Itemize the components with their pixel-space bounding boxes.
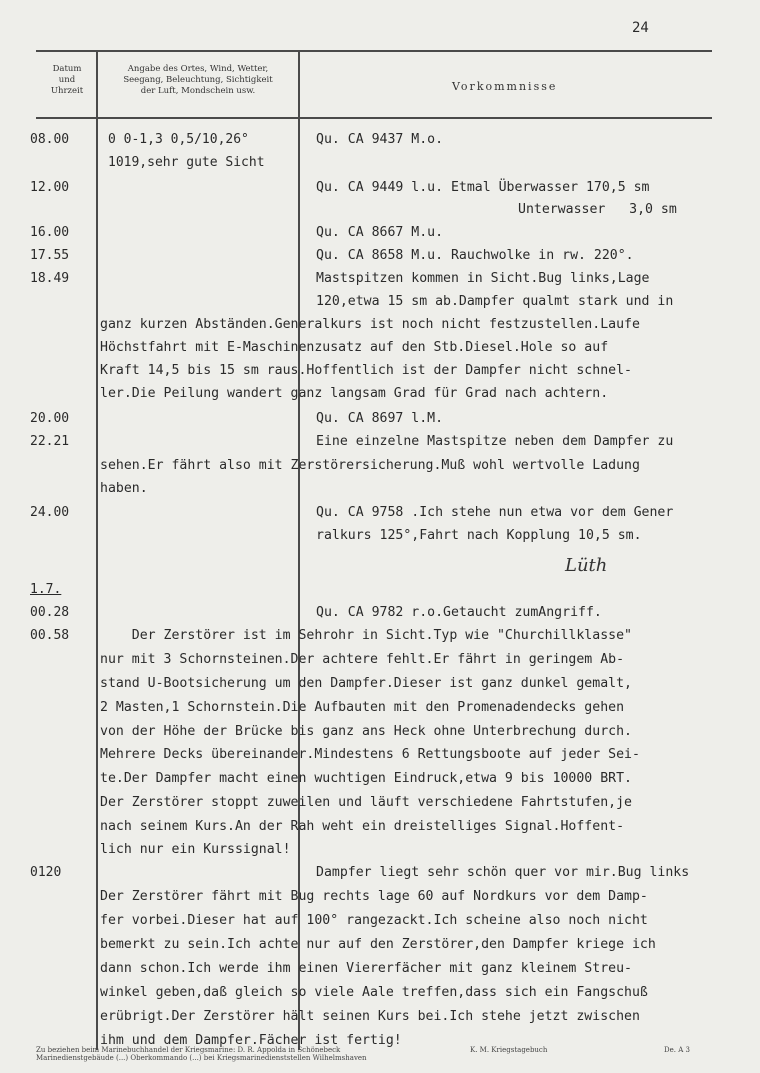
text-line: Kraft 14,5 bis 15 sm raus.Hoffentlich ist der Dampfer nicht schnel- [100, 363, 632, 378]
text-line: haben. [100, 481, 148, 496]
place-line-1: 0 0-1,3 0,5/10,26° [108, 132, 249, 147]
text-line: Qu. CA 9437 M.o. [316, 132, 444, 147]
text-line: Qu. CA 8658 M.u. Rauchwolke in rw. 220°. [316, 248, 634, 263]
time-entry: 16.00 [30, 225, 70, 240]
footer-mid: K. M. Kriegstagebuch [470, 1046, 548, 1054]
page-number: 24 [632, 20, 649, 36]
signature: Lüth [565, 555, 608, 576]
text-line: winkel geben,daß gleich so viele Aale treffen,dass sich ein Fangschuß [100, 985, 648, 1000]
time-entry: 08.00 [30, 132, 70, 147]
text-line: lich nur ein Kurssignal! [100, 842, 291, 857]
time-entry: 00.28 [30, 605, 70, 620]
text-line: Qu. CA 9782 r.o.Getaucht zumAngriff. [316, 605, 602, 620]
text-line: nur mit 3 Schornsteinen.Der achtere fehlt.Er fährt in geringem Ab- [100, 652, 625, 667]
time-entry: 20.00 [30, 411, 70, 426]
text-line: ganz kurzen Abständen.Generalkurs ist noch nicht festzustellen.Laufe [100, 317, 640, 332]
text-line: sehen.Er fährt also mit Zerstörersicherung.Muß wohl wertvolle Ladung [100, 458, 640, 473]
time-entry: 24.00 [30, 505, 70, 520]
text-line: te.Der Dampfer macht einen wuchtigen Eindruck,etwa 9 bis 10000 BRT. [100, 771, 632, 786]
time-entry: 0120 [30, 865, 62, 880]
header-date-time: Datum und Uhrzeit [50, 64, 84, 96]
text-line: Der Zerstörer stoppt zuweilen und läuft verschiedene Fahrtstufen,je [100, 795, 632, 810]
footer-right: De. A 3 [664, 1046, 690, 1054]
text-line: Unterwasser 3,0 sm [518, 202, 677, 217]
text-line: Mehrere Decks übereinander.Mindestens 6 Rettungsboote auf jeder Sei- [100, 747, 640, 762]
text-line: bemerkt zu sein.Ich achte nur auf den Zerstörer,den Dampfer kriege ich [100, 937, 656, 952]
text-line: Mastspitzen kommen in Sicht.Bug links,Lage [316, 271, 650, 286]
text-line: Eine einzelne Mastspitze neben dem Dampfer zu [316, 434, 674, 449]
time-entry: 12.00 [30, 180, 70, 195]
time-entry: 17.55 [30, 248, 70, 263]
text-line: 120,etwa 15 sm ab.Dampfer qualmt stark und in [316, 294, 674, 309]
text-line: Qu. CA 9758 .Ich stehe nun etwa vor dem Gener [316, 505, 674, 520]
time-entry: 1.7. [30, 582, 62, 597]
text-line: erübrigt.Der Zerstörer hält seinen Kurs bei.Ich stehe jetzt zwischen [100, 1009, 640, 1024]
time-entry: 18.49 [30, 271, 70, 286]
text-line: ihm und dem Dampfer.Fächer ist fertig! [100, 1033, 402, 1048]
text-line: ralkurs 125°,Fahrt nach Kopplung 10,5 sm. [316, 528, 642, 543]
time-entry: 22.21 [30, 434, 70, 449]
header-place-weather: Angabe des Ortes, Wind, Wetter, Seegang, Beleuchtung, Sichtigkeit der Luft, Mondschein usw. [123, 64, 273, 96]
text-line: Qu. CA 8697 l.M. [316, 411, 444, 426]
text-line: nach seinem Kurs.An der Rah weht ein dreistelliges Signal.Hoffent- [100, 819, 625, 834]
text-line: Der Zerstörer ist im Sehrohr in Sicht.Typ wie "Churchillklasse" [100, 628, 632, 643]
text-line: von der Höhe der Brücke bis ganz ans Heck ohne Unterbrechung durch. [100, 724, 632, 739]
table-header-rule [36, 117, 712, 119]
header-events: Vorkommnisse [452, 80, 558, 93]
time-entry: 00.58 [30, 628, 70, 643]
place-line-2: 1019,sehr gute Sicht [108, 155, 265, 170]
text-line: Dampfer liegt sehr schön quer vor mir.Bug links [316, 865, 690, 880]
text-line: Qu. CA 8667 M.u. [316, 225, 444, 240]
text-line: dann schon.Ich werde ihm einen Viererfächer mit ganz kleinem Streu- [100, 961, 632, 976]
table-top-rule [36, 50, 712, 52]
text-line: Der Zerstörer fährt mit Bug rechts lage 60 auf Nordkurs vor dem Damp- [100, 889, 648, 904]
text-line: ler.Die Peilung wandert ganz langsam Grad für Grad nach achtern. [100, 386, 609, 401]
text-line: Qu. CA 9449 l.u. Etmal Überwasser 170,5 sm [316, 180, 650, 195]
text-line: 2 Masten,1 Schornstein.Die Aufbauten mit den Promenadendecks gehen [100, 700, 625, 715]
text-line: fer vorbei.Dieser hat auf 100° rangezackt.Ich scheine also noch nicht [100, 913, 648, 928]
text-line: Höchstfahrt mit E-Maschinenzusatz auf den Stb.Diesel.Hole so auf [100, 340, 609, 355]
footer-left: Zu beziehen beim Marinebuchhandel der Kriegsmarine: D. R. Appolda in Schönebeck Marinedienstgebäude (...) Oberkommando (...) bei Kriegsmarinedienststellen Wilhelmshaven [36, 1046, 367, 1062]
text-line: stand U-Bootsicherung um den Dampfer.Dieser ist ganz dunkel gemalt, [100, 676, 632, 691]
column-divider-1 [96, 50, 98, 1050]
